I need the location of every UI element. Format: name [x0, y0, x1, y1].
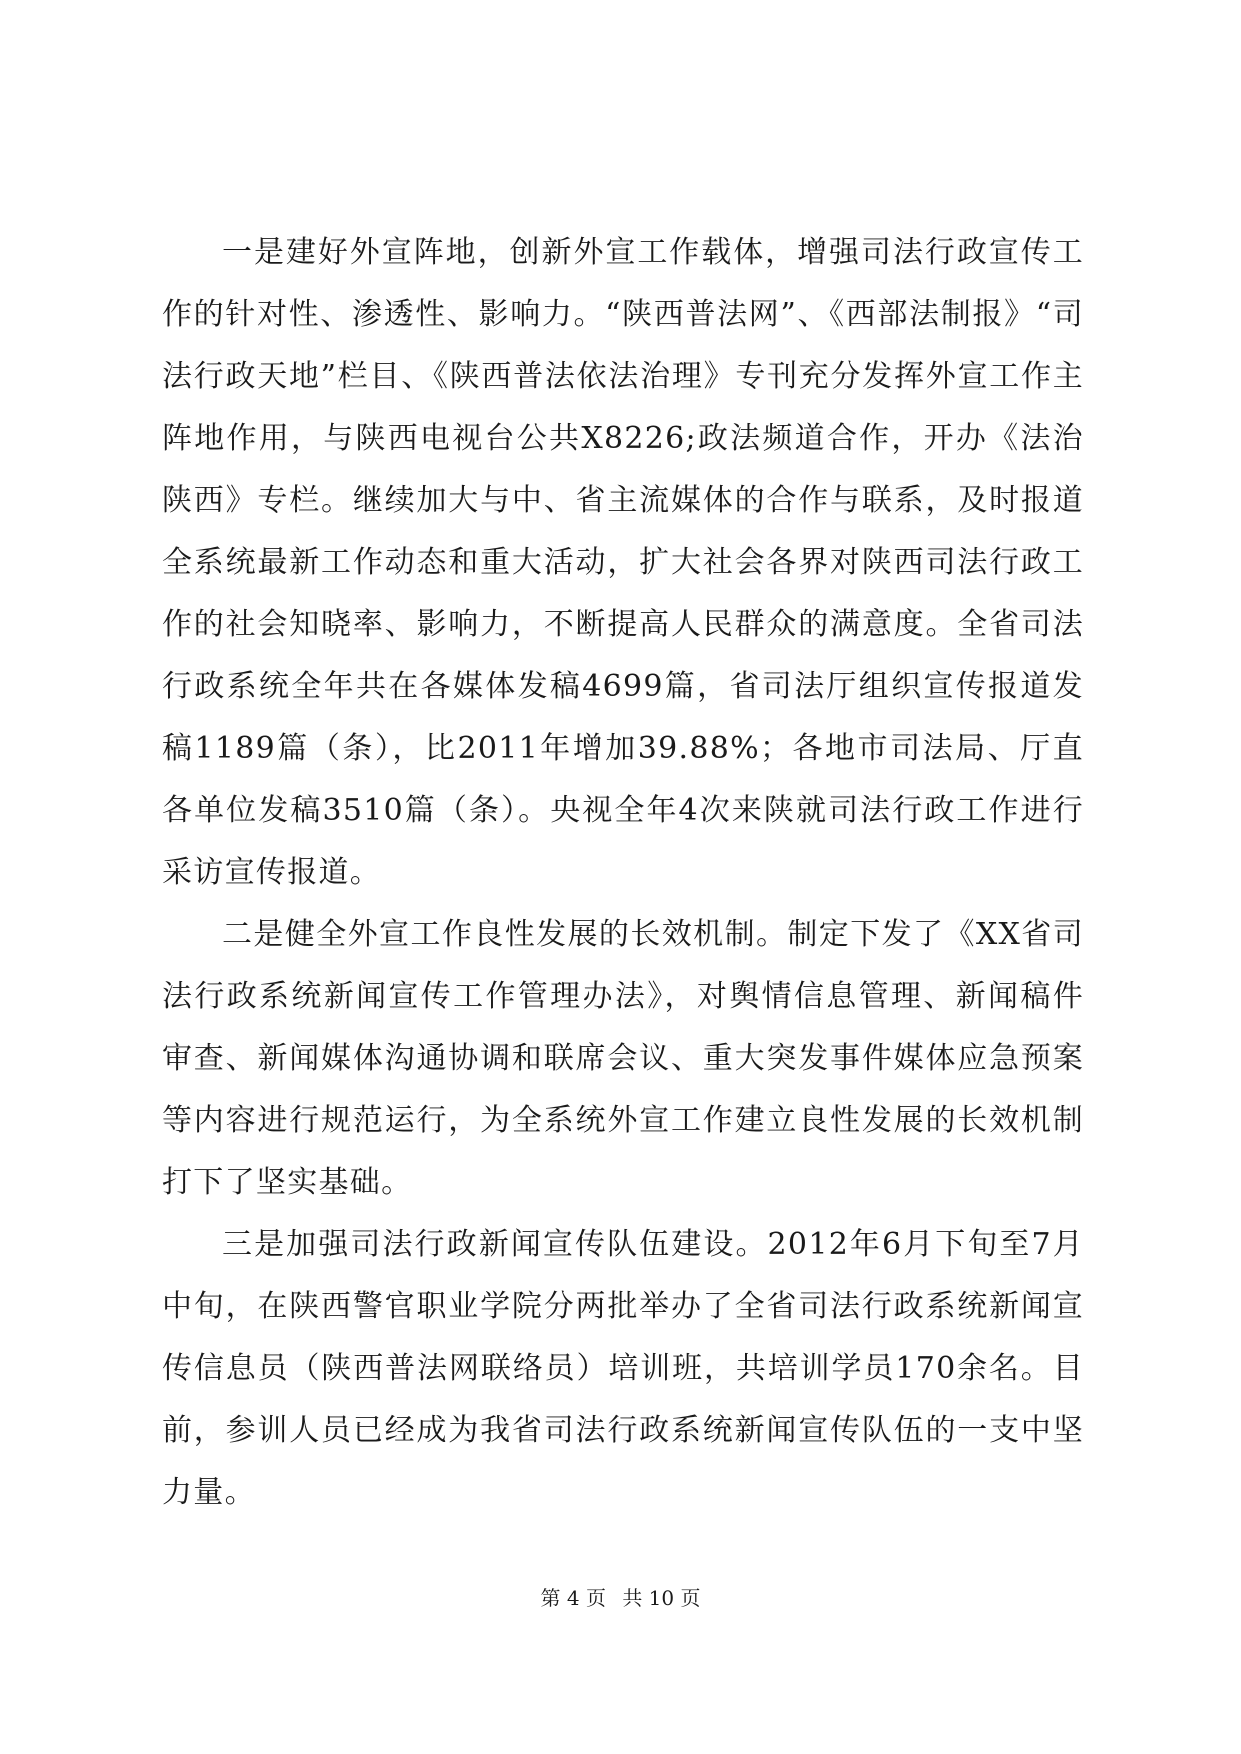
page-total: 共 10 页	[622, 1586, 701, 1610]
page-footer	[0, 1586, 1241, 1610]
paragraph-1: 一是建好外宣阵地，创新外宣工作载体，增强司法行政宣传工作的针对性、渗透性、影响力。“陕西普法网”、《西部法制报》“司法行政天地”栏目、《陕西普法依法治理》专刊充分发挥外宣工作主阵地作用，与陕西电视台公共X8226;政法频道合作，开办《法治陕西》专栏。继续加大与中、省主流媒体的合作与联系，及时报道全系统最新工作动态和重大活动，扩大社会各界对陕西司法行政工作的社会知晓率、影响力，不断提高人民群众的满意度。全省司法行政系统全年共在各媒体发稿4699篇，省司法厅组织宣传报道发稿1189篇（条），比2011年增加39.88%；各地市司法局、厅直各单位发稿3510篇（条）。央视全年4次来陕就司法行政工作进行采访宣传报道。	[162, 235, 1084, 890]
paragraph-3: 三是加强司法行政新闻宣传队伍建设。2012年6月下旬至7月中旬，在陕西警官职业学院分两批举办了全省司法行政系统新闻宣传信息员（陕西普法网联络员）培训班，共培训学员170余名。目前，参训人员已经成为我省司法行政系统新闻宣传队伍的一支中坚力量。	[162, 1227, 1084, 1510]
page-number: 第 4 页	[540, 1586, 606, 1610]
document-body	[162, 222, 1084, 1524]
paragraph-2: 二是健全外宣工作良性发展的长效机制。制定下发了《XX省司法行政系统新闻宣传工作管理办法》，对舆情信息管理、新闻稿件审查、新闻媒体沟通协调和联席会议、重大突发事件媒体应急预案等内容进行规范运行，为全系统外宣工作建立良性发展的长效机制打下了坚实基础。	[162, 917, 1084, 1200]
